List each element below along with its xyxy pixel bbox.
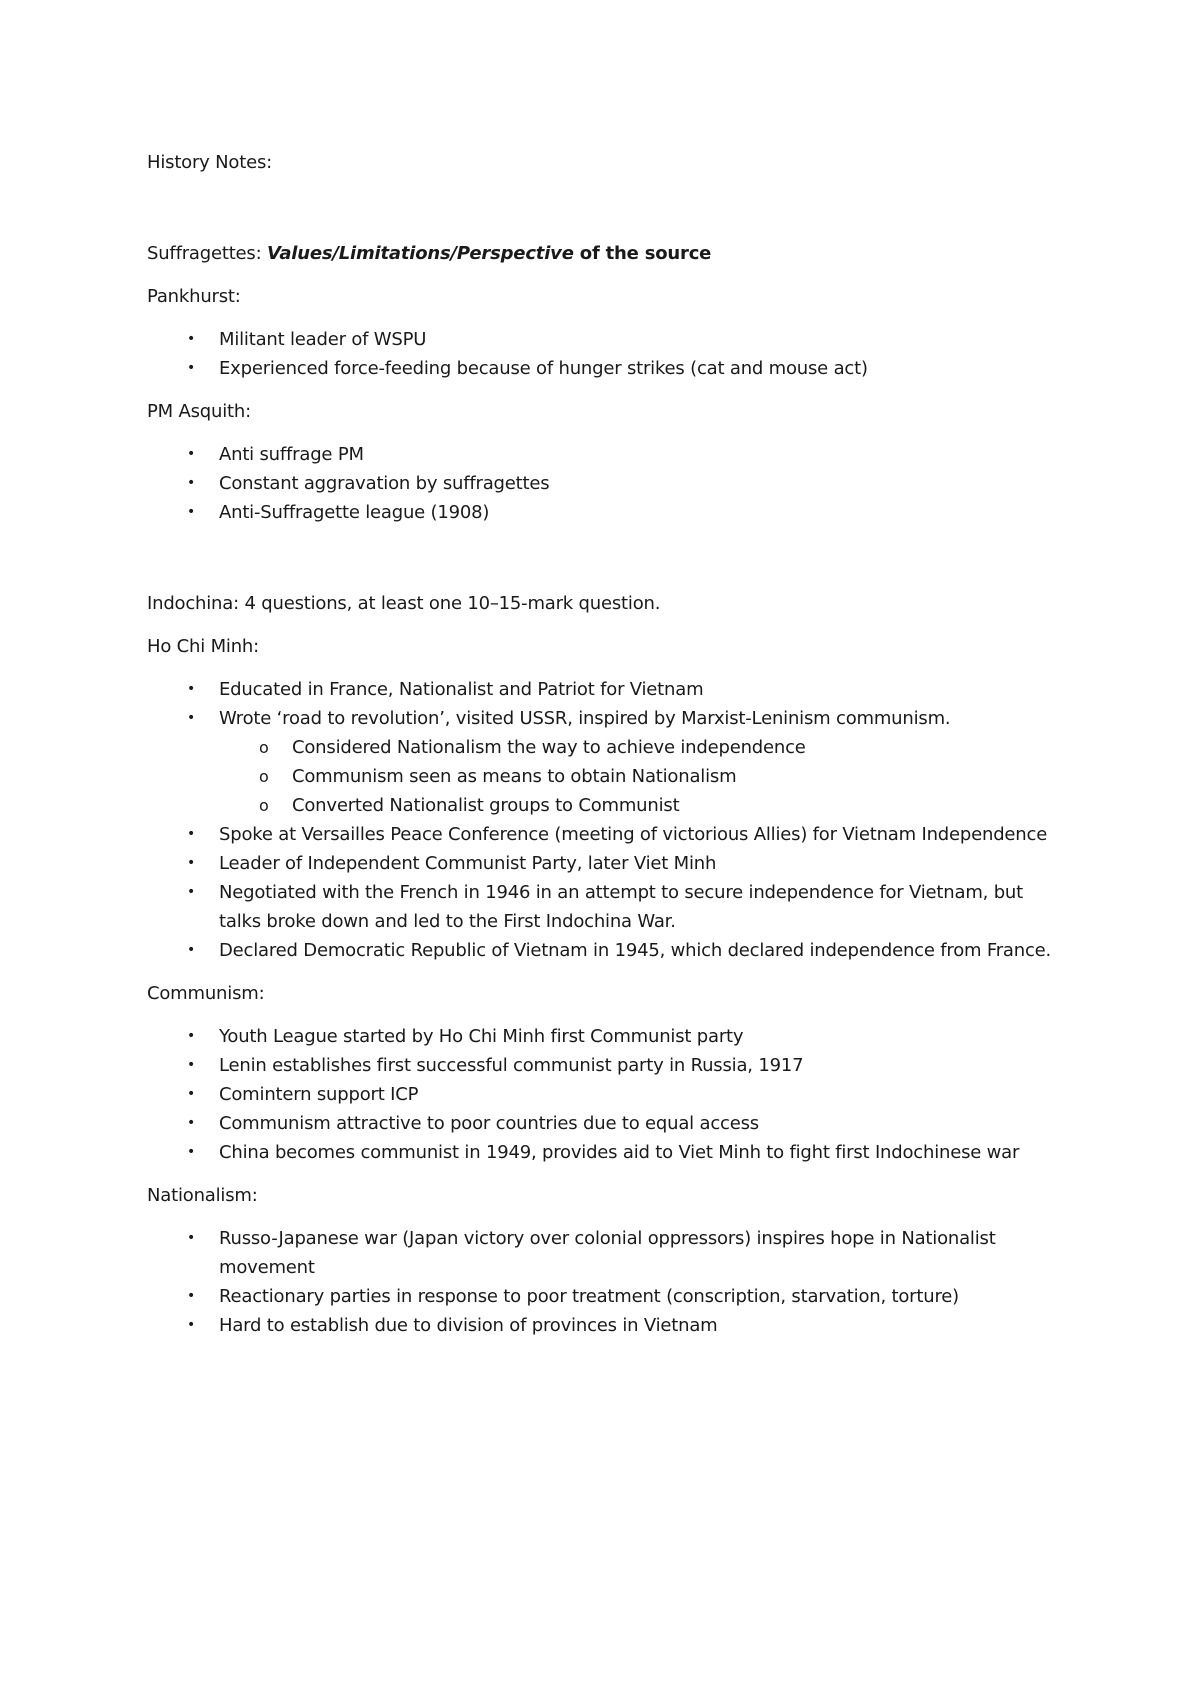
circle-bullet-icon: o: [259, 767, 269, 786]
sub-list-item-text: Communism seen as means to obtain Nationalism: [292, 766, 737, 787]
list-item: [147, 1282, 1067, 1311]
list-item: [147, 1311, 1067, 1340]
list-item-text: China becomes communist in 1949, provides aid to Viet Minh to fight first Indochinese war: [219, 1142, 1020, 1163]
list-item-text: Youth League started by Ho Chi Minh first Communist party: [219, 1026, 744, 1047]
list-item-text: Negotiated with the French in 1946 in an attempt to secure independence for Vietnam, but talks broke down and led to the First Indochina War.: [219, 882, 1023, 932]
bullet-icon: •: [187, 504, 196, 520]
list-item: [147, 704, 1067, 820]
asquith-heading: PM Asquith:: [147, 401, 251, 422]
document-body: [147, 148, 1067, 1354]
nationalism-heading: Nationalism:: [147, 1185, 258, 1206]
list-item-text: Experienced force-feeding because of hunger strikes (cat and mouse act): [219, 358, 868, 379]
list-item-text: Anti suffrage PM: [219, 444, 364, 465]
suffragettes-label: Suffragettes:: [147, 243, 267, 264]
list-item: [147, 936, 1059, 965]
bullet-icon: •: [187, 331, 196, 347]
list-item: [147, 498, 1067, 527]
list-item-text: Wrote ‘road to revolution’, visited USSR, inspired by Marxist-Leninism communism.: [219, 708, 951, 729]
bullet-icon: •: [187, 1115, 196, 1131]
list-item: [147, 878, 1059, 936]
list-item: [147, 354, 1067, 383]
nationalism-list: [147, 1224, 1067, 1340]
bullet-icon: •: [187, 360, 196, 376]
list-item-text: Spoke at Versailles Peace Conference (meeting of victorious Allies) for Vietnam Independence: [219, 824, 1048, 845]
bullet-icon: •: [187, 1288, 196, 1304]
hochiminh-sublist: [219, 733, 1067, 820]
suffragettes-emphasis: Values/Limitations/Perspective: [267, 243, 574, 264]
list-item-text: Educated in France, Nationalist and Patriot for Vietnam: [219, 679, 704, 700]
indochina-heading: Indochina: 4 questions, at least one 10–15-mark question.: [147, 593, 661, 614]
sub-list-item: [219, 762, 1067, 791]
list-item: [147, 1224, 1059, 1282]
list-item-text: Comintern support ICP: [219, 1084, 419, 1105]
bullet-icon: •: [187, 1317, 196, 1333]
hochiminh-heading: Ho Chi Minh:: [147, 636, 259, 657]
list-item-text: Anti-Suffragette league (1908): [219, 502, 490, 523]
list-item-text: Hard to establish due to division of provinces in Vietnam: [219, 1315, 718, 1336]
bullet-icon: •: [187, 1086, 196, 1102]
list-item: [147, 675, 1067, 704]
communism-heading: Communism:: [147, 983, 265, 1004]
list-item-text: Lenin establishes first successful communist party in Russia, 1917: [219, 1055, 804, 1076]
list-item: [147, 820, 1059, 849]
list-item: [147, 469, 1067, 498]
list-item-text: Reactionary parties in response to poor treatment (conscription, starvation, torture): [219, 1286, 959, 1307]
bullet-icon: •: [187, 446, 196, 462]
list-item: [147, 1138, 1067, 1167]
bullet-icon: •: [187, 1057, 196, 1073]
list-item-text: Militant leader of WSPU: [219, 329, 427, 350]
sub-list-item: [219, 733, 1067, 762]
list-item: [147, 1022, 1067, 1051]
hochiminh-list: [147, 675, 1067, 965]
list-item: [147, 1109, 1067, 1138]
bullet-icon: •: [187, 1230, 196, 1246]
list-item-text: Leader of Independent Communist Party, later Viet Minh: [219, 853, 717, 874]
circle-bullet-icon: o: [259, 738, 269, 757]
bullet-icon: •: [187, 855, 196, 871]
list-item: [147, 1080, 1067, 1109]
asquith-list: [147, 440, 1067, 527]
list-item-text: Declared Democratic Republic of Vietnam in 1945, which declared independence from France.: [219, 940, 1052, 961]
list-item: [147, 440, 1067, 469]
list-item-text: Communism attractive to poor countries due to equal access: [219, 1113, 759, 1134]
sub-list-item-text: Considered Nationalism the way to achieve independence: [292, 737, 806, 758]
sub-list-item: [219, 791, 1067, 820]
list-item: [147, 849, 1067, 878]
circle-bullet-icon: o: [259, 796, 269, 815]
pankhurst-list: [147, 325, 1067, 383]
document-title: History Notes:: [147, 152, 273, 173]
list-item: [147, 1051, 1067, 1080]
list-item-text: Constant aggravation by suffragettes: [219, 473, 550, 494]
sub-list-item-text: Converted Nationalist groups to Communist: [292, 795, 680, 816]
communism-list: [147, 1022, 1067, 1167]
bullet-icon: •: [187, 475, 196, 491]
bullet-icon: •: [187, 710, 196, 726]
suffragettes-suffix: of the source: [573, 243, 712, 264]
bullet-icon: •: [187, 826, 196, 842]
suffragettes-heading: [147, 239, 1067, 268]
bullet-icon: •: [187, 1144, 196, 1160]
pankhurst-heading: Pankhurst:: [147, 286, 241, 307]
bullet-icon: •: [187, 942, 196, 958]
bullet-icon: •: [187, 681, 196, 697]
bullet-icon: •: [187, 884, 196, 900]
bullet-icon: •: [187, 1028, 196, 1044]
list-item-text: Russo-Japanese war (Japan victory over colonial oppressors) inspires hope in Nationalist movement: [219, 1228, 996, 1278]
list-item: [147, 325, 1067, 354]
